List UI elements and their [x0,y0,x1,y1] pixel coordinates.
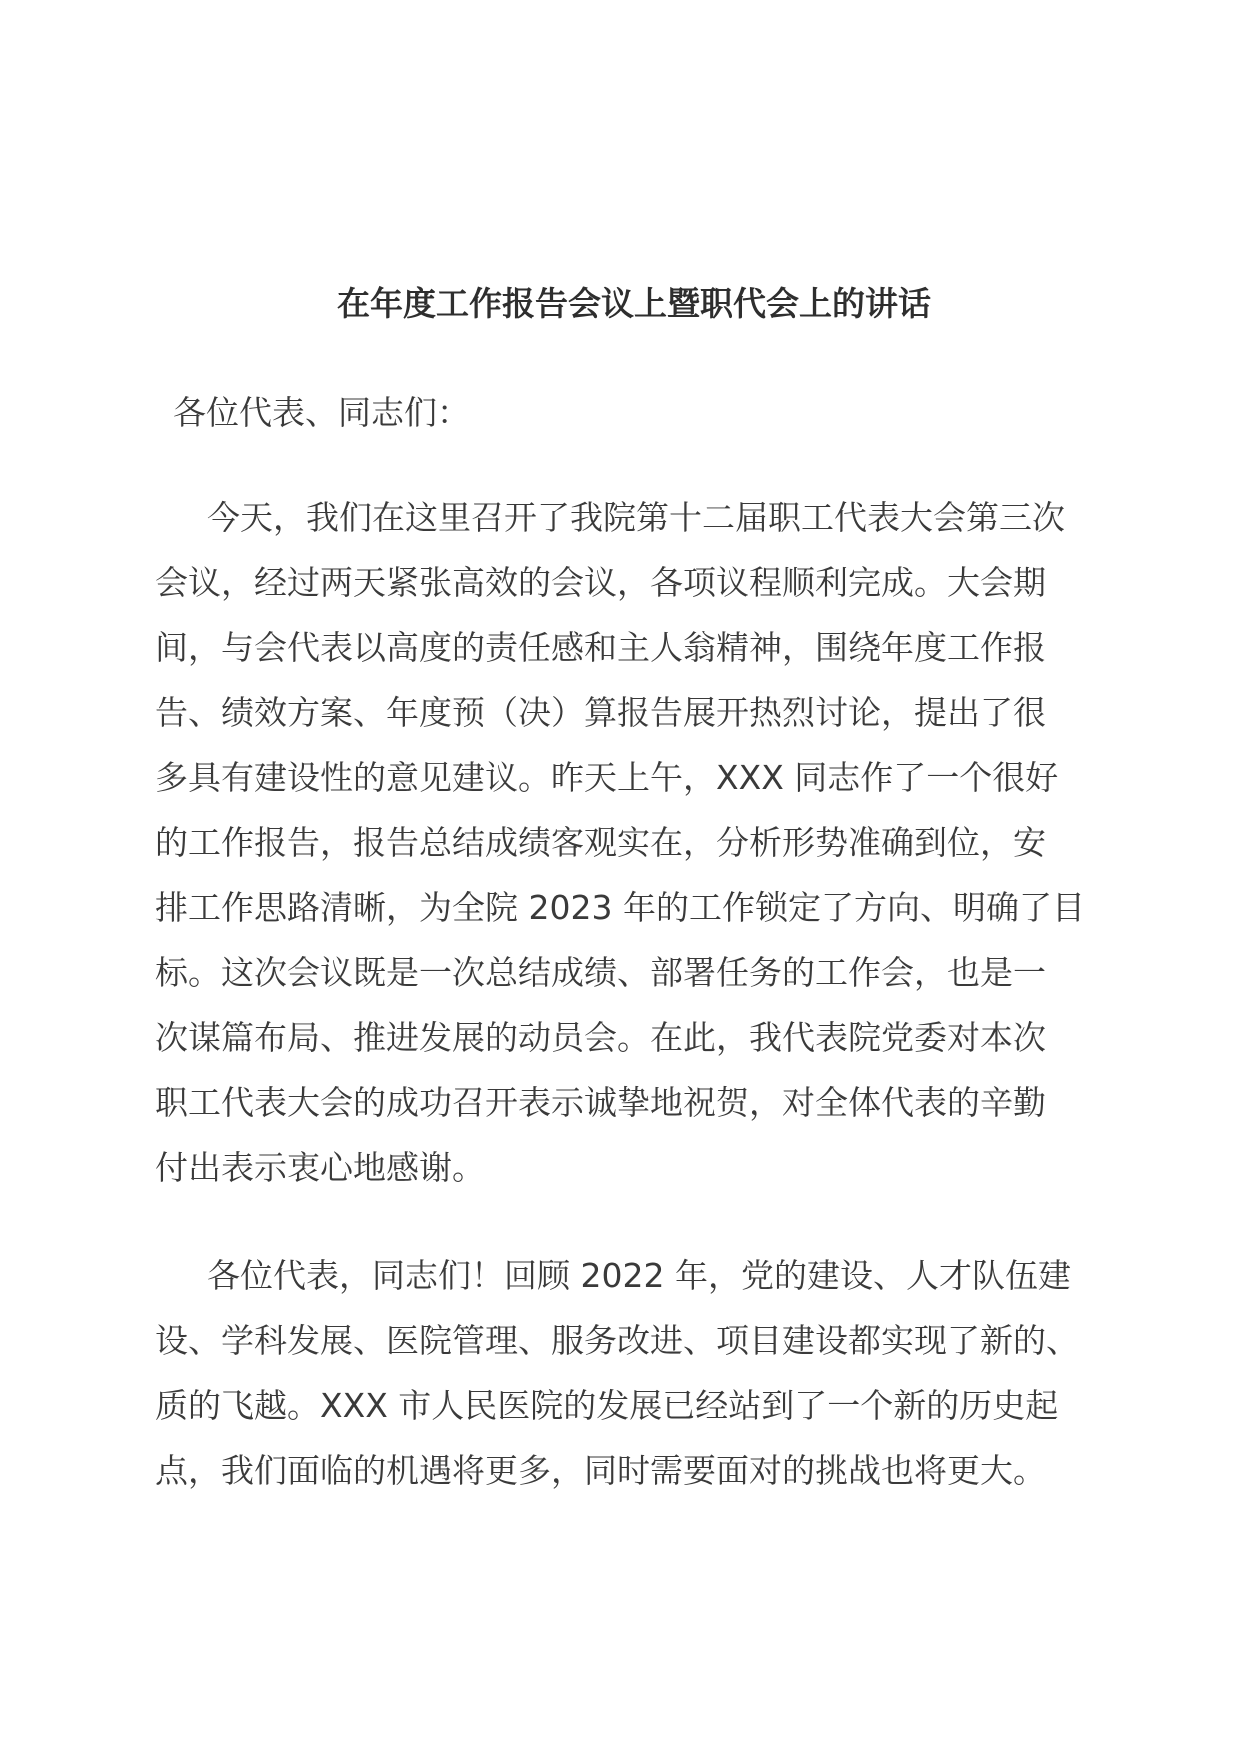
paragraph-line: 付出表示衷心地感谢。 [155,1148,485,1187]
body-paragraph-1 [155,485,1095,1200]
body-paragraph-2 [155,1243,1095,1503]
paragraph-line: 多具有建设性的意见建议。昨天上午，XXX 同志作了一个很好 [155,758,1059,797]
paragraph-line: 点，我们面临的机遇将更多，同时需要面对的挑战也将更大。 [155,1451,1046,1490]
paragraph-line: 排工作思路清晰，为全院 2023 年的工作锁定了方向、明确了目 [155,888,1085,927]
document-title: 在年度工作报告会议上暨职代会上的讲话 [337,284,931,323]
paragraph-line: 会议，经过两天紧张高效的会议，各项议程顺利完成。大会期 [155,563,1046,602]
paragraph-line: 间，与会代表以高度的责任感和主人翁精神，围绕年度工作报 [155,628,1046,667]
paragraph-line: 今天，我们在这里召开了我院第十二届职工代表大会第三次 [207,498,1065,537]
paragraph-line: 质的飞越。XXX 市人民医院的发展已经站到了一个新的历史起 [155,1386,1059,1425]
paragraph-line: 职工代表大会的成功召开表示诚挚地祝贺，对全体代表的辛勤 [155,1083,1046,1122]
paragraph-line: 各位代表，同志们！回顾 2022 年，党的建设、人才队伍建 [207,1256,1071,1295]
paragraph-line: 次谋篇布局、推进发展的动员会。在此，我代表院党委对本次 [155,1018,1046,1057]
paragraph-line: 的工作报告，报告总结成绩客观实在，分析形势准确到位，安 [155,823,1046,862]
paragraph-line: 设、学科发展、医院管理、服务改进、项目建设都实现了新的、 [155,1321,1079,1360]
paragraph-line: 告、绩效方案、年度预（决）算报告展开热烈讨论，提出了很 [155,693,1046,732]
paragraph-line: 标。这次会议既是一次总结成绩、部署任务的工作会，也是一 [155,953,1046,992]
salutation: 各位代表、同志们： [173,393,470,432]
